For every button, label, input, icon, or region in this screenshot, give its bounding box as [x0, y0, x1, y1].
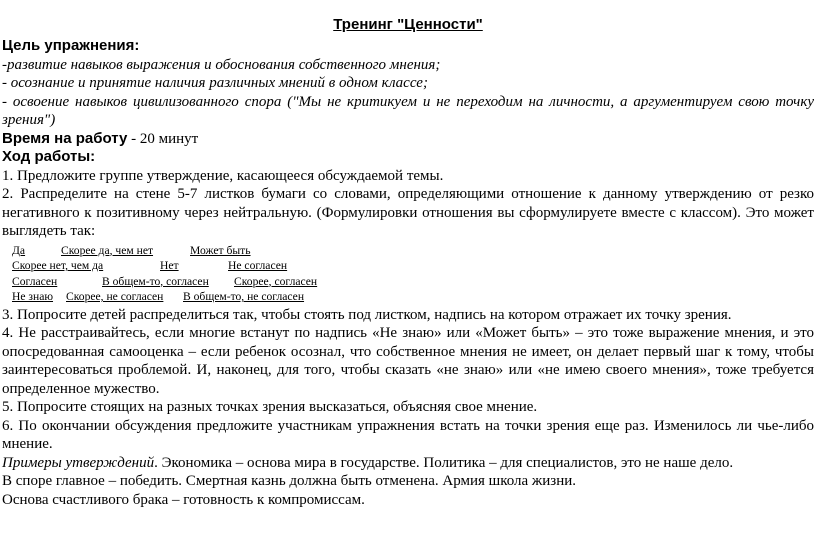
options-row — [2, 243, 814, 259]
procedure-step-5: 5. Попросите стоящих на разных точках зрения высказаться, объясняя свое мнение. — [2, 399, 538, 415]
time-line — [2, 130, 814, 149]
option-label: В общем-то, согласен — [102, 274, 209, 288]
procedure-step-4: 4. Не расстраивайтесь, если многие встанут по надпись «Не знаю» или «Может быть» – это тоже выражение мнения, и это — [2, 325, 814, 341]
options-row — [2, 274, 814, 290]
option-label: Согласен — [12, 274, 58, 288]
goal-heading: Цель упражнения: — [2, 37, 140, 54]
options-block — [2, 243, 814, 305]
option-label: Скорее нет, чем да — [12, 259, 104, 272]
option-label: Скорее, согласен — [234, 274, 318, 288]
option-label: Да — [12, 243, 26, 257]
option-label: Нет — [160, 259, 179, 272]
procedure-step-2: 2. Распределите на стене 5-7 листков бумаги со словами, определяющими отношение к данному утверждению от резко — [2, 186, 814, 202]
procedure-step-6-end: мнение. — [2, 436, 53, 452]
goal-item-3: - освоение навыков цивилизованного спора ("Мы не критикуем и не переходим на личности, а аргументируем свою точку — [2, 93, 814, 110]
examples-label: Примеры утверждений — [2, 454, 155, 471]
document-body — [2, 37, 814, 509]
procedure-step-4-cont: опосредованная самооценка – если ребенок осознал, что собственное мнения не имеет, он делает первый шаг к тому, чтобы — [2, 343, 814, 360]
goal-item-1: -развитие навыков выражения и обоснования собственного мнения; — [2, 56, 441, 73]
procedure-step-1: 1. Предложите группе утверждение, касающееся обсуждаемой темы. — [2, 167, 444, 184]
procedure-step-4-end: определенное мужество. — [2, 380, 160, 397]
option-label: Может быть — [190, 243, 251, 257]
goal-item-2: - осознание и принятие наличия различных мнений в одном классе; — [2, 75, 428, 91]
time-label: Время на работу — [2, 129, 128, 147]
goal-item-3-cont: зрения") — [2, 112, 56, 128]
procedure-step-2-cont: негативного к позитивному через нейтральную. (Формулировки отношения вы сформулируете вместе с классом). Это может — [2, 204, 814, 221]
option-label: Скорее да, чем нет — [61, 243, 154, 257]
options-row — [2, 258, 814, 274]
option-label: Скорее, не согласен — [66, 290, 164, 303]
procedure-step-3: 3. Попросите детей распределиться так, чтобы стоять под листком, надпись на котором отражает их точку зрения. — [2, 306, 732, 323]
option-label: Не знаю — [12, 290, 54, 303]
options-row — [2, 289, 814, 305]
examples-line-2: В споре главное – победить. Смертная казнь должна быть отменена. Армия школа жизни. — [2, 473, 577, 489]
procedure-heading: Ход работы: — [2, 148, 96, 165]
procedure-step-2-end: выглядеть так: — [2, 223, 96, 239]
examples-line-3: Основа счастливого брака – готовность к компромиссам. — [2, 491, 365, 508]
procedure-step-4-cont: заинтересоваться проблемой. И, наконец, для того, чтобы сказать «не знаю» или «не имею своего мнения», тоже требуется — [2, 362, 814, 378]
document-title: Тренинг "Ценности" — [333, 16, 483, 33]
procedure-step-6: 6. По окончании обсуждения предложите участникам упражнения встать на точки зрения еще раз. Изменилось ли чье-либо — [2, 417, 814, 434]
examples-line-1 — [2, 454, 814, 473]
option-label: В общем-то, не согласен — [183, 290, 305, 303]
examples-text: . Экономика – основа мира в государстве. Политика – для специалистов, это не наше дело. — [154, 454, 734, 471]
option-label: Не согласен — [228, 259, 288, 272]
time-value: - 20 минут — [127, 130, 199, 147]
